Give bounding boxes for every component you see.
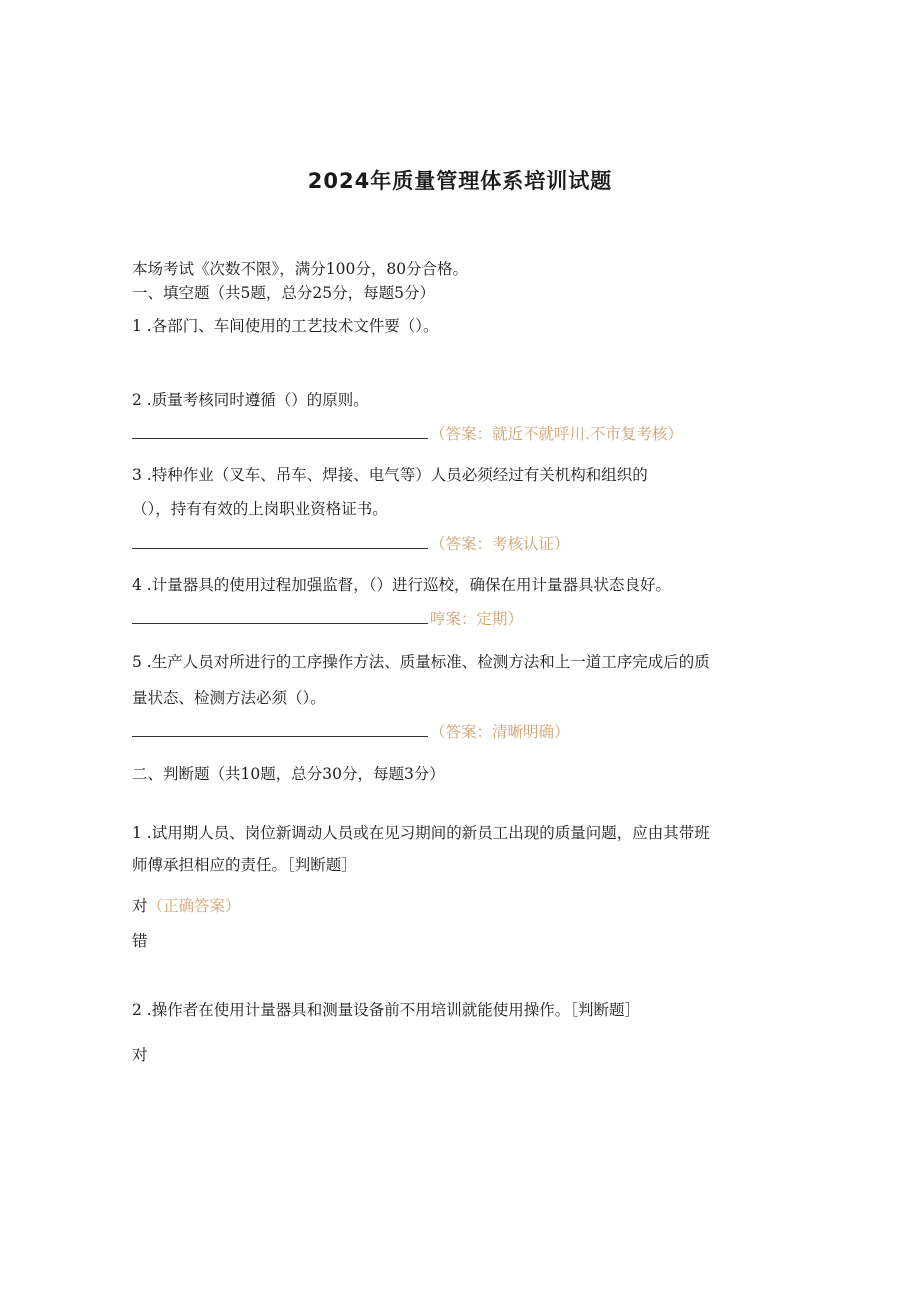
answer-line-1-3 <box>132 534 570 554</box>
answer-blank <box>132 722 428 737</box>
answer-text: 哼案：定期） <box>430 610 524 628</box>
question-2-1-line-1: 1 .试用期人员、岗位新调动人员或在见习期间的新员工出现的质量问题，应由其带班 <box>132 824 710 842</box>
answer-blank <box>132 534 428 549</box>
correct-answer-mark: （正确答案） <box>147 897 241 915</box>
question-1-5-line-2: 量状态、检测方法必须（）。 <box>132 689 326 707</box>
answer-text: （答案：考核认证） <box>430 535 570 553</box>
question-1-4: 4 .计量器具的使用过程加强监督，（）进行巡校，确保在用计量器具状态良好。 <box>132 576 671 594</box>
exam-intro: 本场考试《次数不限》，满分100分，80分合格。 <box>132 260 469 278</box>
question-1-3-line-1: 3 .特种作业（叉车、吊车、焊接、电气等）人员必须经过有关机构和组织的 <box>132 466 648 484</box>
question-1-1: 1 .各部门、车间使用的工艺技术文件要（）。 <box>132 317 439 335</box>
question-1-5-line-1: 5 .生产人员对所进行的工序操作方法、质量标准、检测方法和上一道工序完成后的质 <box>132 653 710 671</box>
page-title: 2024年质量管理体系培训试题 <box>307 169 613 193</box>
question-2-1-line-2: 师傅承担相应的责任。［判断题］ <box>132 856 357 874</box>
answer-blank <box>132 424 428 439</box>
question-1-2: 2 .质量考核同时遵循（）的原则。 <box>132 391 369 409</box>
option-false[interactable]: 错 <box>132 932 148 950</box>
section-1-heading: 一、填空题（共5题，总分25分，每题5分） <box>132 284 435 302</box>
option-true[interactable]: 对 <box>132 1046 148 1064</box>
answer-line-1-5 <box>132 722 570 742</box>
section-2-heading: 二、判断题（共10题，总分30分，每题3分） <box>132 765 445 783</box>
answer-text: （答案：清晰明确） <box>430 723 570 741</box>
answer-line-1-4 <box>132 609 523 629</box>
option-true[interactable] <box>132 896 241 916</box>
question-1-3-line-2: （），持有有效的上岗职业资格证书。 <box>132 500 388 518</box>
answer-blank <box>132 609 428 624</box>
option-label: 对 <box>132 897 148 915</box>
question-2-2: 2 .操作者在使用计量器具和测量设备前不用培训就能使用操作。［判断题］ <box>132 1001 640 1019</box>
answer-line-1-2 <box>132 424 683 444</box>
answer-text: （答案：就近不就呼川.不市复考核） <box>430 425 683 443</box>
